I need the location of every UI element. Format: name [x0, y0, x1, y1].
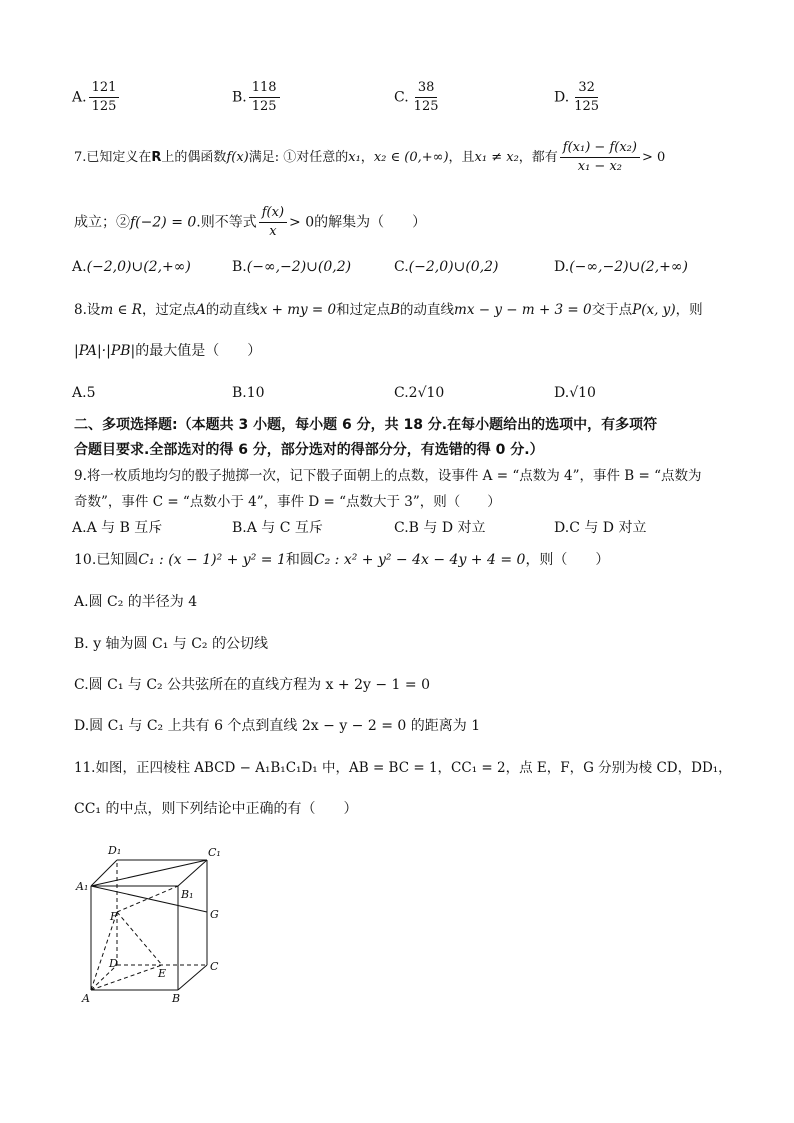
q7-option-a: A.(−2,0)∪(2,+∞): [72, 259, 191, 275]
label-g: G: [210, 908, 219, 921]
prism-figure: [70, 840, 240, 1010]
q8-option-c: C.2√10: [394, 385, 445, 401]
edge-b-c: [178, 965, 207, 990]
label-d1: D₁: [108, 844, 122, 857]
label-c1: C₁: [208, 846, 221, 859]
q9-option-c: C.B 与 D 对立: [394, 520, 486, 536]
q10-option-a: A.圆 C₂ 的半径为 4: [74, 594, 198, 610]
label-b: B: [172, 992, 181, 1005]
q6-option-b: B. $\frac{118}{125}$: [232, 80, 282, 115]
label-d: D: [109, 957, 118, 970]
section-heading-line2: 合题目要求.全部选对的得 6 分，部分选对的得部分分，有选错的得 0 分.）: [74, 442, 544, 458]
q10-option-d: D.圆 C₁ 与 C₂ 上共有 6 个点到直线 2x − y − 2 = 0 的距离为 1: [74, 718, 481, 734]
q6-option-c: C. $\frac{38}{125}$: [394, 80, 439, 114]
q10-option-b: B. y 轴为圆 C₁ 与 C₂ 的公切线: [74, 636, 268, 652]
q6-option-a: A. $\frac{121}{125}$: [72, 80, 121, 115]
q8-option-a: A.5: [72, 385, 96, 401]
q7-option-b: B.(−∞,−2)∪(0,2): [232, 259, 352, 275]
line-a1-c1: [91, 860, 207, 886]
q8-option-b: B.10: [232, 385, 265, 401]
q9-option-a: A.A 与 B 互斥: [72, 520, 163, 536]
q11-stem-line2: CC₁ 的中点，则下列结论中正确的有（ ）: [74, 801, 358, 817]
q7-stem-line1: 7.已知定义在R上的偶函数f(x)满足: ①对任意的x₁，x₂ ∈ (0,+∞)，且x₁ ≠ x₂，都有 $\frac{\text{f(x₁) − f(x₂)}}{\text{x₁ − x₂}}$ > 0: [74, 140, 666, 174]
q9-option-b: B.A 与 C 互斥: [232, 520, 323, 536]
q11-stem-line1: 11.如图，正四棱柱 ABCD − A₁B₁C₁D₁ 中，AB = BC = 1，CC₁ = 2，点 E，F，G 分别为棱 CD，DD₁，: [74, 760, 732, 776]
q7-stem-line2: 成立；②f(−2) = 0.则不等式 $\frac{f(x)}{x}$ > 0的解集为（ ）: [74, 205, 427, 239]
q6-option-d: D. $\frac{32}{125}$: [554, 80, 600, 114]
q10-option-c: C.圆 C₁ 与 C₂ 公共弦所在的直线方程为 x + 2y − 1 = 0: [74, 677, 430, 693]
q10-stem: 10.已知圆C₁ : (x − 1)² + y² = 1和圆C₂ : x² + y² − 4x − 4y + 4 = 0，则（ ）: [74, 552, 610, 568]
line-a-f: [91, 912, 117, 990]
edge-d1-a1: [91, 860, 117, 886]
line-f-e: [117, 912, 162, 965]
q9-stem-line1: 9.将一枚质地均匀的骰子抛掷一次，记下骰子面朝上的点数，设事件 A = “点数为 4”，事件 B = “点数为: [74, 468, 702, 484]
q8-stem-line1: 8.设m ∈ R，过定点A的动直线x + my = 0和过定点B的动直线mx − y − m + 3 = 0交于点P(x, y)，则: [74, 302, 703, 318]
edge-b1-c1: [178, 860, 207, 886]
q9-stem-line2: 奇数”，事件 C = “点数小于 4”，事件 D = “点数大于 3”，则（ ）: [74, 494, 501, 510]
q9-option-d: D.C 与 D 对立: [554, 520, 647, 536]
label-a: A: [82, 992, 90, 1005]
line-a-e: [91, 965, 162, 990]
q8-option-d: D.√10: [554, 385, 596, 401]
label-a1: A₁: [76, 880, 89, 893]
label-e: E: [158, 967, 167, 980]
q7-option-c: C.(−2,0)∪(0,2): [394, 259, 499, 275]
label-c: C: [210, 960, 219, 973]
q7-option-d: D.(−∞,−2)∪(2,+∞): [554, 259, 688, 275]
section-heading-line1: 二、多项选择题:（本题共 3 小题，每小题 6 分，共 18 分.在每小题给出的选项中，有多项符: [74, 417, 658, 433]
label-f: F: [110, 910, 118, 923]
label-b1: B₁: [181, 888, 194, 901]
q8-stem-line2: |PA|·|PB|的最大值是（ ）: [74, 343, 262, 359]
